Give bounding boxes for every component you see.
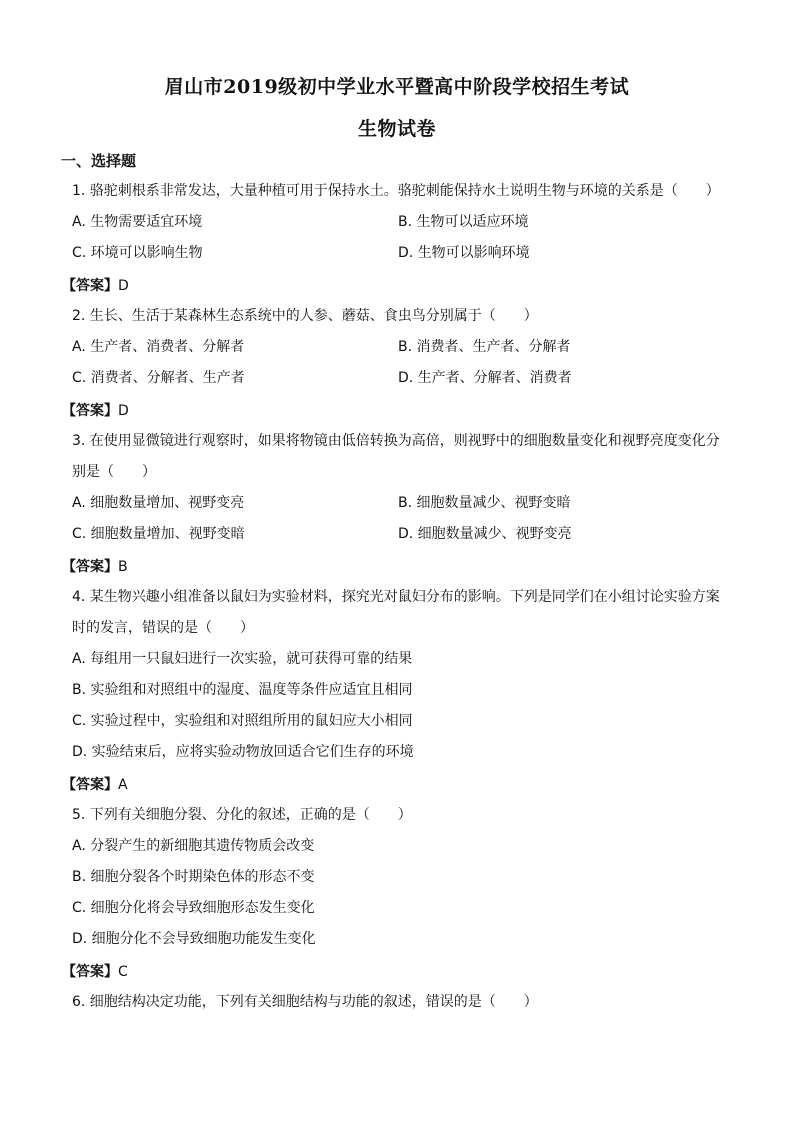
question-2-option-d: D. 生产者、分解者、消费者 xyxy=(398,370,572,386)
question-6-stem: 6. 细胞结构决定功能，下列有关细胞结构与功能的叙述，错误的是（ ） xyxy=(72,994,538,1010)
section-heading: 一、选择题 xyxy=(61,152,137,170)
question-2-answer xyxy=(62,400,129,420)
question-4-option-d: D. 实验结束后，应将实验动物放回适合它们生存的环境 xyxy=(72,744,414,760)
question-4-option-a: A. 每组用一只鼠妇进行一次实验，就可获得可靠的结果 xyxy=(72,651,413,667)
question-1-stem: 1. 骆驼刺根系非常发达，大量种植可用于保持水土。骆驼刺能保持水土说明生物与环境的关系是（ ） xyxy=(72,183,720,199)
question-4-option-b: B. 实验组和对照组中的湿度、温度等条件应适宜且相同 xyxy=(72,682,413,698)
question-2-option-a: A. 生产者、消费者、分解者 xyxy=(72,339,245,355)
answer-value: B xyxy=(118,559,128,575)
question-3-answer xyxy=(62,556,128,576)
question-2-option-c: C. 消费者、分解者、生产者 xyxy=(72,370,245,386)
question-1-answer xyxy=(62,275,129,295)
answer-tag: 【答案】 xyxy=(62,559,118,575)
question-4-stem-line-2: 时的发言，错误的是（ ） xyxy=(72,620,254,636)
question-4-option-c: C. 实验过程中，实验组和对照组所用的鼠妇应大小相同 xyxy=(72,713,413,729)
answer-value: D xyxy=(118,278,129,294)
question-3-stem-line-1: 3. 在使用显微镜进行观察时，如果将物镜由低倍转换为高倍，则视野中的细胞数量变化和视野亮度变化分 xyxy=(72,433,720,449)
question-5-option-c: C. 细胞分化将会导致细胞形态发生变化 xyxy=(72,900,315,916)
question-2-stem: 2. 生长、生活于某森林生态系统中的人参、蘑菇、食虫鸟分别属于（ ） xyxy=(72,308,538,324)
question-2-option-b: B. 消费者、生产者、分解者 xyxy=(398,339,571,355)
question-3-option-a: A. 细胞数量增加、视野变亮 xyxy=(72,495,245,511)
question-5-answer xyxy=(62,961,128,981)
question-5-option-b: B. 细胞分裂各个时期染色体的形态不变 xyxy=(72,869,315,885)
question-1-option-d: D. 生物可以影响环境 xyxy=(398,245,530,261)
question-5-stem: 5. 下列有关细胞分裂、分化的叙述，正确的是（ ） xyxy=(72,807,412,823)
page-title: 眉山市2019级初中学业水平暨高中阶段学校招生考试 xyxy=(164,76,630,98)
answer-tag: 【答案】 xyxy=(62,403,118,419)
question-4-answer xyxy=(62,774,128,794)
question-3-option-b: B. 细胞数量减少、视野变暗 xyxy=(398,495,571,511)
question-1-option-a: A. 生物需要适宜环境 xyxy=(72,214,203,230)
question-5-option-a: A. 分裂产生的新细胞其遗传物质会改变 xyxy=(72,838,315,854)
answer-value: D xyxy=(118,403,129,419)
answer-value: A xyxy=(118,777,128,793)
question-4-stem-line-1: 4. 某生物兴趣小组准备以鼠妇为实验材料，探究光对鼠妇分布的影响。下列是同学们在小组讨论实验方案 xyxy=(72,589,720,605)
answer-tag: 【答案】 xyxy=(62,278,118,294)
question-5-option-d: D. 细胞分化不会导致细胞功能发生变化 xyxy=(72,931,316,947)
question-1-option-b: B. 生物可以适应环境 xyxy=(398,214,529,230)
answer-tag: 【答案】 xyxy=(62,777,118,793)
question-1-option-c: C. 环境可以影响生物 xyxy=(72,245,203,261)
question-3-option-c: C. 细胞数量增加、视野变暗 xyxy=(72,526,245,542)
question-3-option-d: D. 细胞数量减少、视野变亮 xyxy=(398,526,572,542)
answer-tag: 【答案】 xyxy=(62,964,118,980)
page-subtitle: 生物试卷 xyxy=(357,118,436,140)
answer-value: C xyxy=(118,964,128,980)
question-3-stem-line-2: 别是（ ） xyxy=(72,464,156,480)
